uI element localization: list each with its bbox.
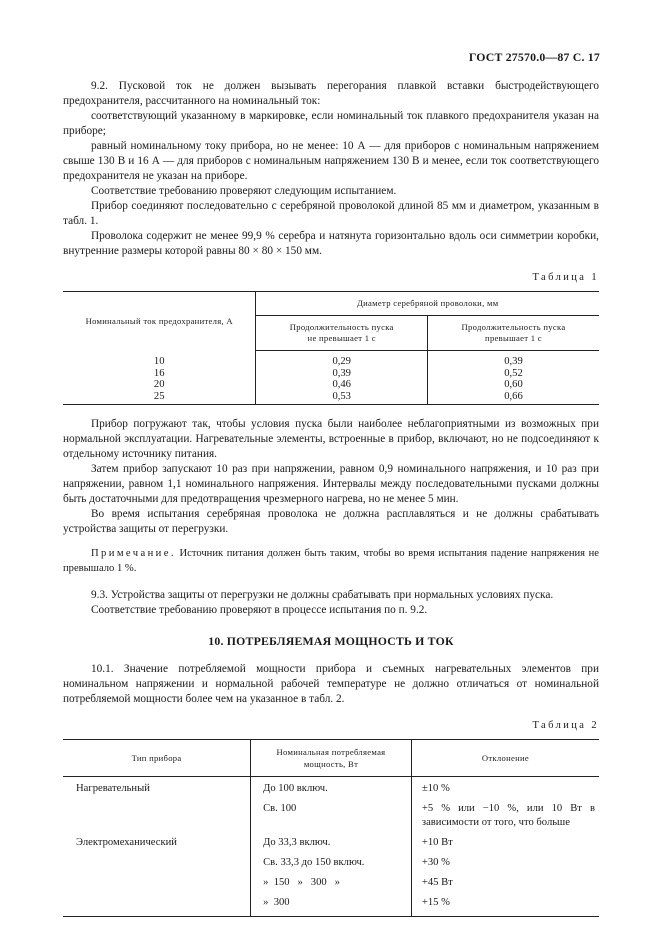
table-1-header-short: Продолжительность пуска не превышает 1 с	[256, 316, 428, 351]
table-2-header-type: Тип прибора	[63, 740, 251, 777]
table-row	[63, 379, 599, 391]
table-row	[63, 368, 599, 380]
paragraph: Затем прибор запускают 10 раз при напряжении, равном 0,9 номинального напряжения, и 10 раз при напряжении, равном 1,1 номинального напряжения. Интервалы между последовательными пусками должны быть достаточными для предотвращения чрезмерного нагрева, но не менее 5 мин.	[63, 463, 599, 505]
cell-power: До 100 включ.	[251, 777, 412, 800]
cell-long: 0,66	[427, 391, 599, 405]
table-row	[63, 391, 599, 405]
paragraph: Проволока содержит не менее 99,9 % серебра и натянута горизонтально вдоль оси симметрии коробки, внутренние размеры которой равны 80 × 80 × 150 мм.	[63, 230, 599, 257]
paragraph: Прибор соединяют последовательно с серебряной проволокой длиной 85 мм и диаметром, указанным в табл. 1.	[63, 200, 599, 227]
cell-short: 0,29	[256, 351, 428, 368]
cell-current: 16	[153, 367, 165, 379]
paragraph-9-2: 9.2. Пусковой ток не должен вызывать перегорания плавкой вставки быстродействующего предохранителя, рассчитанного на номинальный ток:	[63, 80, 599, 107]
cell-short: 0,39	[256, 368, 428, 380]
cell-long: 0,39	[427, 351, 599, 368]
note	[63, 546, 599, 576]
paragraph: соответствующий указанному в маркировке, если номинальный ток плавкого предохранителя указан на приборе;	[63, 110, 599, 137]
cell-short: 0,53	[256, 391, 428, 405]
table-row	[63, 893, 599, 917]
paragraph: Во время испытания серебряная проволока не должна расплавляться и не должны срабатывать устройства защиты от перегрузки.	[63, 508, 599, 535]
paragraph-10-1: 10.1. Значение потребляемой мощности прибора и съемных нагревательных элементов при номинальном напряжении и нормальной рабочей температуре не должно отличаться от номинальной потребляемой мощности более чем на указанное в табл. 2.	[63, 663, 599, 705]
page-content	[63, 79, 599, 917]
cell-type	[63, 873, 251, 893]
table-2-header-deviation: Отклонение	[411, 740, 599, 777]
table-2-header-power: Номинальная потребляемая мощность, Вт	[251, 740, 412, 777]
note-label: Примечание.	[91, 548, 176, 559]
table-row	[63, 777, 599, 800]
paragraph: Прибор погружают так, чтобы условия пуска были наиболее неблагоприятными из возможных при нормальной эксплуатации. Нагревательные элементы, встроенные в прибор, включают, но не подсоединяют к отдельному источнику питания.	[63, 418, 599, 460]
paragraph: Соответствие требованию проверяют в процессе испытания по п. 9.2.	[91, 604, 428, 616]
cell-power: » 300	[251, 893, 412, 917]
cell-current: 25	[153, 390, 165, 402]
cell-deviation: +45 Вт	[411, 873, 599, 893]
table-1-header-long: Продолжительность пуска превышает 1 с	[427, 316, 599, 351]
table-row	[63, 833, 599, 853]
cell-type	[63, 893, 251, 917]
cell-long: 0,52	[427, 368, 599, 380]
cell-long: 0,60	[427, 379, 599, 391]
paragraph: Соответствие требованию проверяют следующим испытанием.	[91, 185, 397, 197]
table-1-header-diameter: Диаметр серебряной проволоки, мм	[256, 292, 599, 316]
cell-deviation: +10 Вт	[411, 833, 599, 853]
cell-deviation: +5 % или −10 %, или 10 Вт в зависимости от того, что больше	[411, 799, 599, 833]
cell-deviation: ±10 %	[411, 777, 599, 800]
cell-short: 0,46	[256, 379, 428, 391]
table-row	[63, 853, 599, 873]
cell-current: 10	[153, 355, 165, 367]
cell-power: До 33,3 включ.	[251, 833, 412, 853]
section-10-heading: 10. ПОТРЕБЛЯЕМАЯ МОЩНОСТЬ И ТОК	[208, 634, 454, 648]
table-row	[63, 799, 599, 833]
table-2	[63, 739, 599, 917]
cell-power: Св. 100	[251, 799, 412, 833]
cell-current: 20	[153, 379, 165, 390]
table-row	[63, 351, 599, 368]
cell-power: » 150 » 300 »	[251, 873, 412, 893]
table-2-caption: Таблица 2	[532, 720, 599, 731]
running-header: ГОСТ 27570.0—87 С. 17	[468, 50, 600, 64]
cell-type: Электромеханический	[76, 837, 177, 848]
cell-type: Нагревательный	[76, 783, 150, 794]
cell-power: Св. 33,3 до 150 включ.	[251, 853, 412, 873]
cell-deviation: +30 %	[411, 853, 599, 873]
note-text: Источник питания должен быть таким, чтобы во время испытания падение напряжения не превышало 1 %.	[63, 548, 599, 574]
cell-deviation: +15 %	[411, 893, 599, 917]
table-1-caption: Таблица 1	[532, 272, 599, 283]
table-1-header-current: Номинальный ток предохранителя, А	[85, 315, 233, 326]
paragraph-9-3: 9.3. Устройства защиты от перегрузки не должны срабатывать при нормальных условиях пуска.	[91, 589, 554, 601]
table-row	[63, 873, 599, 893]
paragraph: равный номинальному току прибора, но не менее: 10 А — для приборов с номинальным напряжением свыше 130 В и 16 А — для приборов с номинальным напряжением 130 В и менее, если ток соответствующего предохранителя не указан на приборе.	[63, 140, 599, 182]
cell-type	[63, 853, 251, 873]
table-1	[63, 291, 599, 405]
cell-type	[63, 799, 251, 833]
